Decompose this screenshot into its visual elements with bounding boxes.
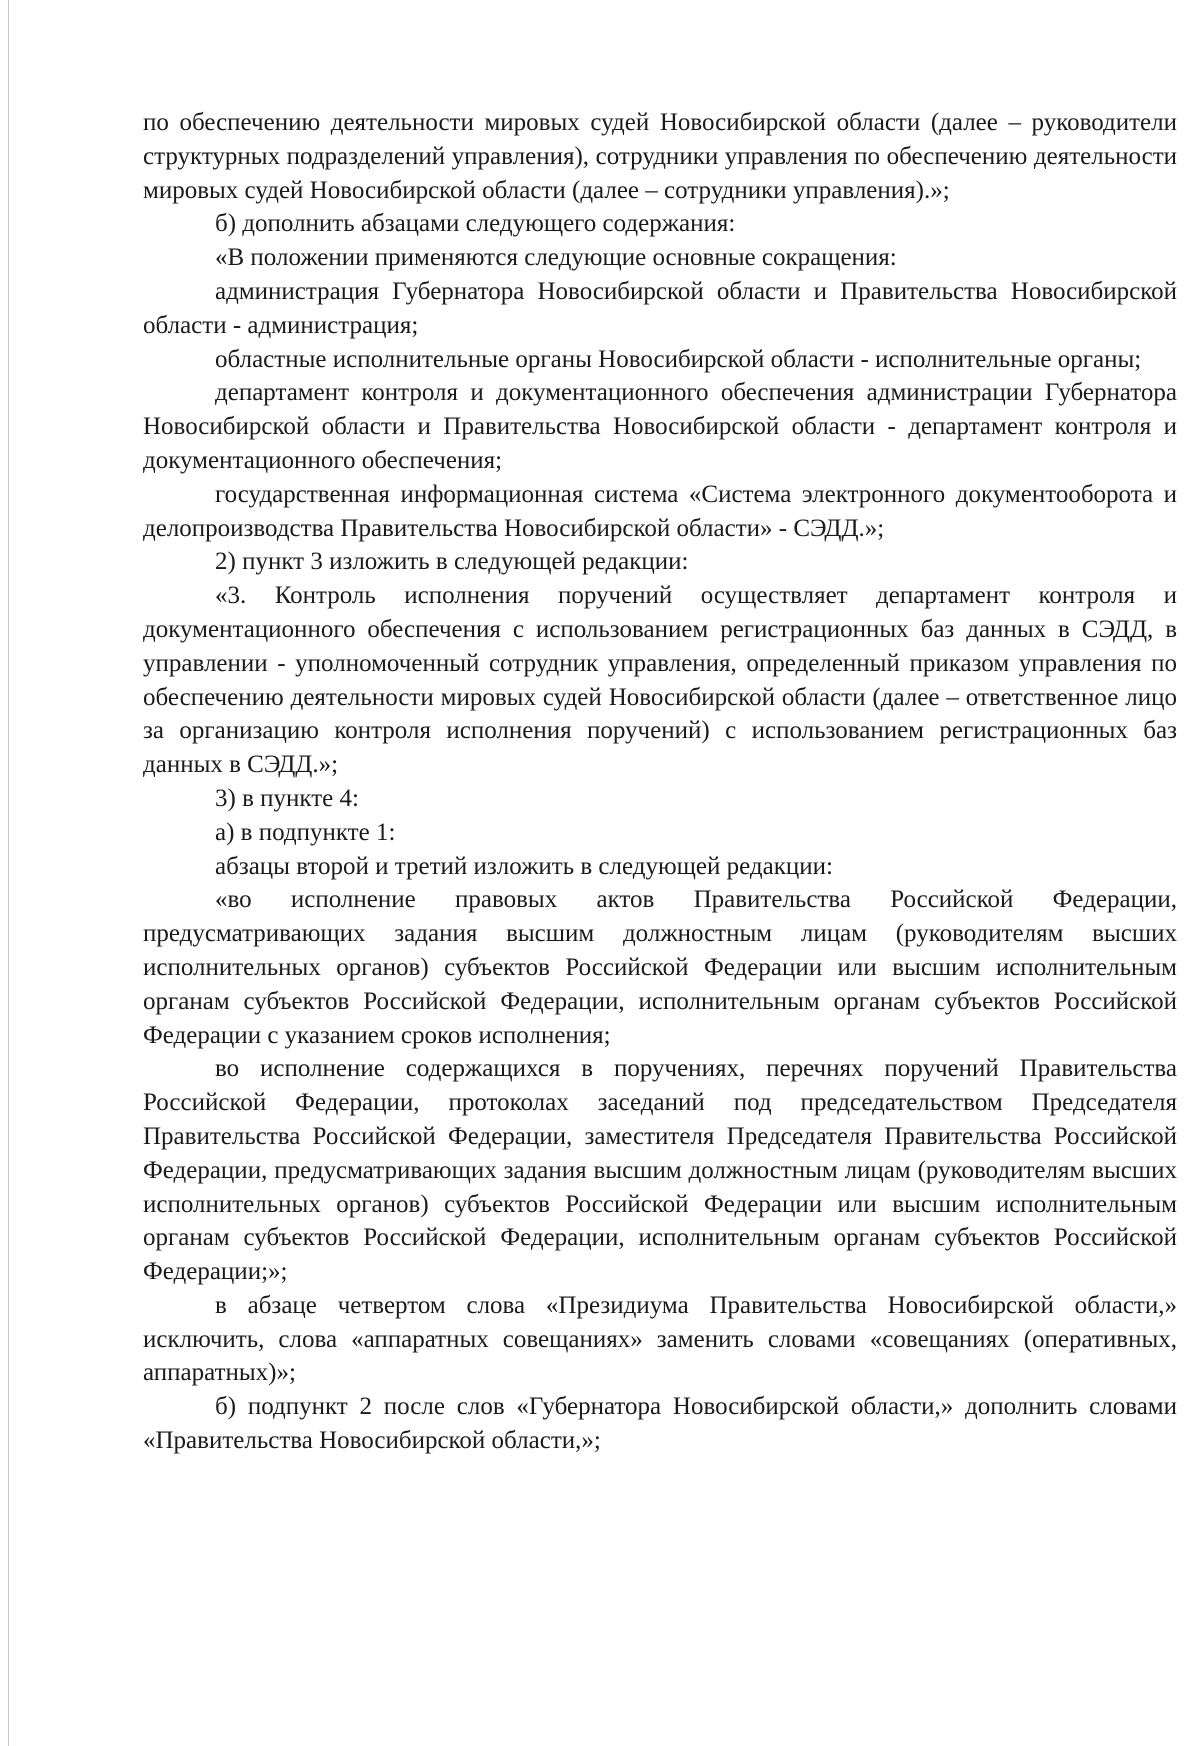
paragraph-5: областные исполнительные органы Новосибирской области - исполнительные органы;: [215, 345, 1142, 373]
paragraph-13: «во исполнение правовых актов Правительства Российской Федерации, предусматривающих задания высшим должностным лицам (руководителям высших исполнительных органов) субъектов Российской Федерации или высшим исполнительным органам субъектов Российской Федерации, исполнительным органам субъектов Российской Федерации с указанием сроков исполнения;: [143, 886, 1177, 1049]
paragraph-2: б) дополнить абзацами следующего содержания:: [215, 210, 736, 238]
document-body: [143, 106, 1177, 1458]
paragraph-4: администрация Губернатора Новосибирской области и Правительства Новосибирской области - администрация;: [143, 277, 1177, 339]
paragraph-6: департамент контроля и документационного обеспечения администрации Губернатора Новосибирской области и Правительства Новосибирской области - департамент контроля и документационного обеспечения;: [143, 379, 1177, 474]
paragraph-14: во исполнение содержащихся в поручениях, перечнях поручений Правительства Российской Федерации, протоколах заседаний под председательством Председателя Правительства Российской Федерации, заместителя Председателя Правительства Российской Федерации, предусматривающих задания высшим должностным лицам (руководителям высших исполнительных органов) субъектов Российской Федерации или высшим исполнительным органам субъектов Российской Федерации, исполнительным органам субъектов Российской Федерации;»;: [143, 1055, 1177, 1286]
paragraph-11: а) в подпункте 1:: [215, 818, 396, 846]
paragraph-9: «3. Контроль исполнения поручений осуществляет департамент контроля и документационного обеспечения с использованием регистрационных баз данных в СЭДД, в управлении - уполномоченный сотрудник управления, определенный приказом управления по обеспечению деятельности мировых судей Новосибирской области (далее – ответственное лицо за организацию контроля исполнения поручений) с использованием регистрационных баз данных в СЭДД.»;: [143, 582, 1177, 779]
paragraph-3: «В положении применяются следующие основные сокращения:: [215, 244, 897, 272]
paragraph-1: по обеспечению деятельности мировых судей Новосибирской области (далее – руководители структурных подразделений управления), сотрудники управления по обеспечению деятельности мировых судей Новосибирской области (далее – сотрудники управления).»;: [143, 109, 1177, 204]
paragraph-15: в абзаце четвертом слова «Президиума Правительства Новосибирской области,» исключить, слова «аппаратных совещаниях» заменить словами «совещаниях (оперативных, аппаратных)»;: [143, 1291, 1177, 1387]
paragraph-7: государственная информационная система «Система электронного документооборота и делопроизводства Правительства Новосибирской области» - СЭДД.»;: [143, 480, 1177, 542]
paragraph-8: 2) пункт 3 изложить в следующей редакции:: [215, 548, 689, 576]
paragraph-12: абзацы второй и третий изложить в следующей редакции:: [215, 852, 833, 880]
paragraph-16: б) подпункт 2 после слов «Губернатора Новосибирской области,» дополнить словами «Правительства Новосибирской области,»;: [143, 1393, 1177, 1455]
paragraph-10: 3) в пункте 4:: [215, 784, 359, 812]
scan-edge-line: [8, 0, 9, 1746]
